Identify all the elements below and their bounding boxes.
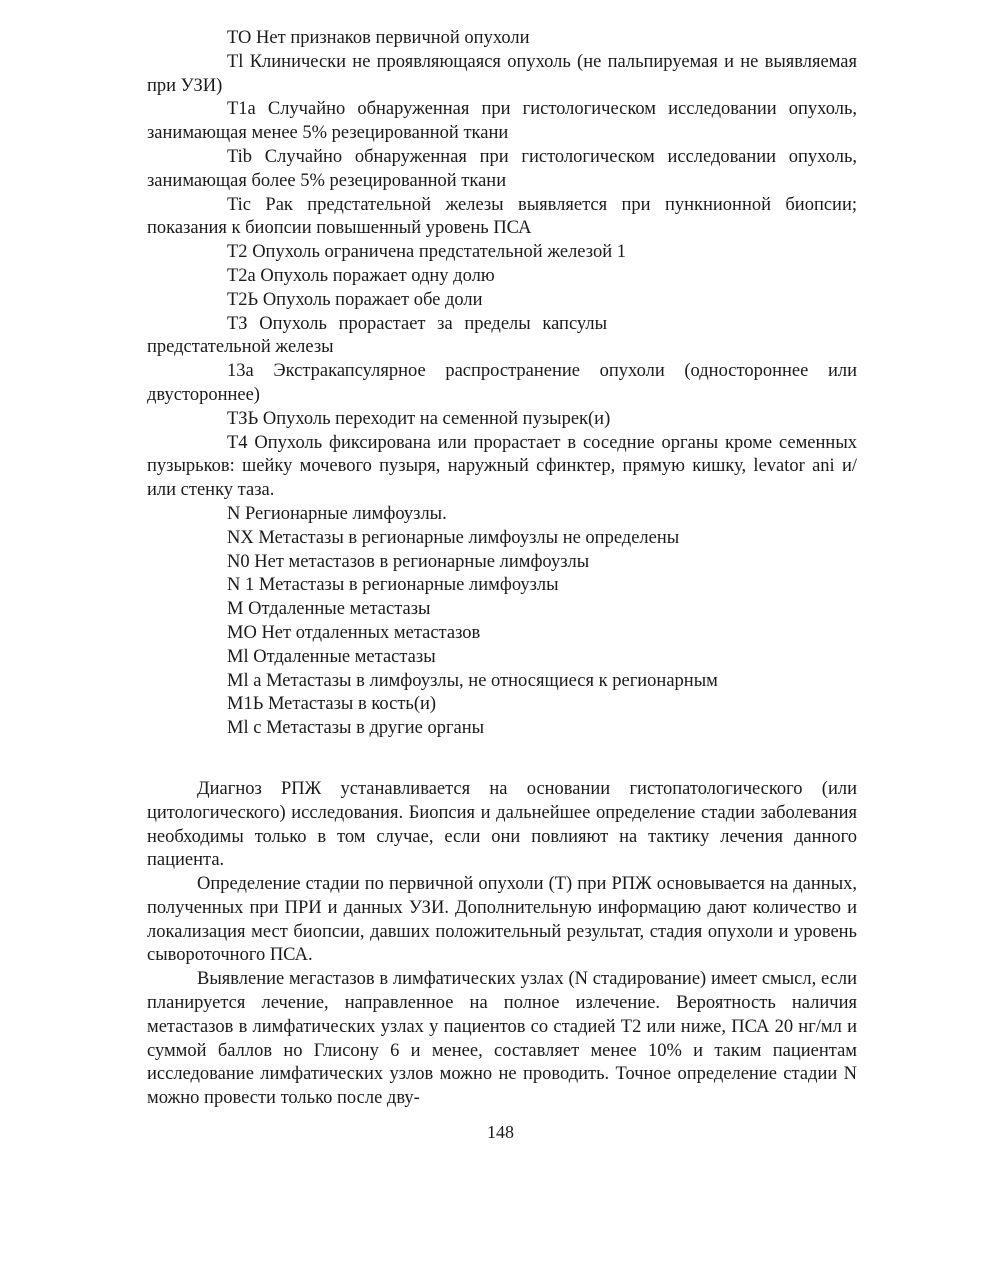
entry-code: ТО <box>227 28 252 48</box>
entry-code: Т1а <box>227 99 256 120</box>
entry-code: Tic <box>227 194 252 215</box>
classification-entry-m0 <box>147 622 857 646</box>
paragraph: Выявление мегастазов в лимфатических узлах (N стадирование) имеет смысл, если планируется лечение, направленное на полное излечение. Вероятность наличия метастазов в лимфатических узлах у пациентов со стадией Т2 или ниже, ПСА 20 нг/мл и суммой баллов но Глисону 6 и менее, составляет менее 10% и таким пациентам исследование лимфатических узлов можно не проводить. Точное определение стадии N можно провести только после дву- <box>147 969 857 1109</box>
entry-text: Метастазы в другие органы <box>266 718 485 739</box>
entry-code: Т4 <box>227 432 248 453</box>
entry-text: Нет метастазов в регионарные лимфоузлы <box>254 551 590 572</box>
entry-code: Т2Ь <box>227 289 259 310</box>
classification-entry-nx <box>147 527 857 551</box>
entry-code: ТЗЬ <box>227 408 259 429</box>
classification-entry-t1a <box>147 98 857 146</box>
entry-code: Ml <box>227 646 249 667</box>
classification-entry-m1a <box>147 670 857 694</box>
classification-entry-t0 <box>147 27 857 51</box>
entry-code: N <box>227 503 241 524</box>
classification-entry-t4 <box>147 432 857 503</box>
classification-entry-t3b <box>147 408 857 432</box>
classification-entry-n <box>147 503 857 527</box>
classification-entry-t1b <box>147 146 857 194</box>
entry-text: Опухоль ограничена предстательной железой 1 <box>252 242 626 263</box>
entry-code: N 1 <box>227 575 255 596</box>
entry-text: Рак предстательной железы выявляется при пункнионной биопсии; показания к биопсии повышенный уровень ПСА <box>147 194 857 239</box>
entry-text: Случайно обнаруженная при гистологическом исследовании опухоль, занимающая более 5% резецированной ткани <box>147 146 858 191</box>
paragraph: Определение стадии по первичной опухоли (Т) при РПЖ основывается на данных, полученных при ПРИ и данных УЗИ. Дополнительную информацию дают количество и локализация мест биопсии, давших положительный результат, стадия опухоли и уровень сывороточного ПСА. <box>147 874 857 966</box>
entry-code: NX <box>227 527 254 548</box>
classification-entry-t3 <box>147 313 607 361</box>
paragraph: Диагноз РПЖ устанавливается на основании гистопатологического (или цитологического) исследования. Биопсия и дальнейшее определение стадии заболевания необходимы только в том случае, если они повлияют на тактику лечения данного пациента. <box>147 778 857 871</box>
entry-text: Метастазы в кость(и) <box>267 694 437 715</box>
classification-entry-t2 <box>147 241 857 265</box>
classification-entry-m1b <box>147 693 857 717</box>
entry-text: Экстракапсулярное распространение опухоли (одностороннее или двустороннее) <box>147 361 858 405</box>
classification-entry-m1 <box>147 646 857 670</box>
entry-text: Регионарные лимфоузлы. <box>245 503 447 524</box>
tnm-classification-list <box>147 27 857 741</box>
entry-text: Метастазы в регионарные лимфоузлы <box>258 575 559 596</box>
entry-text: Нет признаков первичной опухоли <box>256 28 530 48</box>
entry-text: Опухоль фиксирована или прорастает в соседние органы кроме семенных пузырьков: шейку мочевого пузыря, наружный сфинктер, прямую кишку, levator ani и/или стенку таза. <box>147 432 857 501</box>
classification-entry-n0 <box>147 551 857 575</box>
entry-text: Отдаленные метастазы <box>248 599 431 620</box>
entry-text: Клинически не проявляющаяся опухоль (не пальпируемая и не выявляемая при УЗИ) <box>147 51 857 96</box>
entry-text: Случайно обнаруженная при гистологическом исследовании опухоль, занимающая менее 5% резецированной ткани <box>147 99 858 144</box>
entry-text: Метастазы в регионарные лимфоузлы не определены <box>258 527 680 548</box>
entry-text: Опухоль поражает обе доли <box>262 289 483 310</box>
entry-code: Tl <box>227 51 244 72</box>
entry-code: Ml а <box>227 670 262 691</box>
entry-code: Tib <box>227 146 253 167</box>
entry-code: МО <box>227 622 257 643</box>
body-text <box>147 778 857 1111</box>
entry-text: Опухоль прорастает за пределы капсулы предстательной железы <box>147 313 608 358</box>
classification-entry-t1 <box>147 51 857 99</box>
entry-code: N0 <box>227 551 250 572</box>
entry-text: Опухоль поражает одну долю <box>260 265 495 286</box>
classification-entry-n1 <box>147 574 857 598</box>
entry-code: М1Ь <box>227 694 264 715</box>
entry-code: Т2 <box>227 242 248 263</box>
section-gap <box>147 741 857 778</box>
page-number: 148 <box>487 1122 514 1142</box>
classification-entry-t2a <box>147 265 857 289</box>
classification-entry-t3a <box>147 360 857 408</box>
entry-text: Отдаленные метастазы <box>253 646 436 667</box>
classification-entry-t2b <box>147 289 857 313</box>
entry-code: Ml с <box>227 718 262 739</box>
page-content <box>147 27 857 1111</box>
classification-entry-m1c <box>147 717 857 741</box>
classification-entry-m <box>147 598 857 622</box>
entry-text: Опухоль переходит на семенной пузырек(и) <box>262 408 611 429</box>
entry-text: Метастазы в лимфоузлы, не относящиеся к регионарным <box>266 670 718 691</box>
entry-text: Нет отдаленных метастазов <box>261 622 481 643</box>
entry-code: ТЗ <box>227 313 248 334</box>
entry-code: М <box>227 599 244 620</box>
classification-entry-t1c <box>147 194 857 242</box>
entry-code: Т2а <box>227 265 256 286</box>
entry-code: 13а <box>227 361 254 382</box>
